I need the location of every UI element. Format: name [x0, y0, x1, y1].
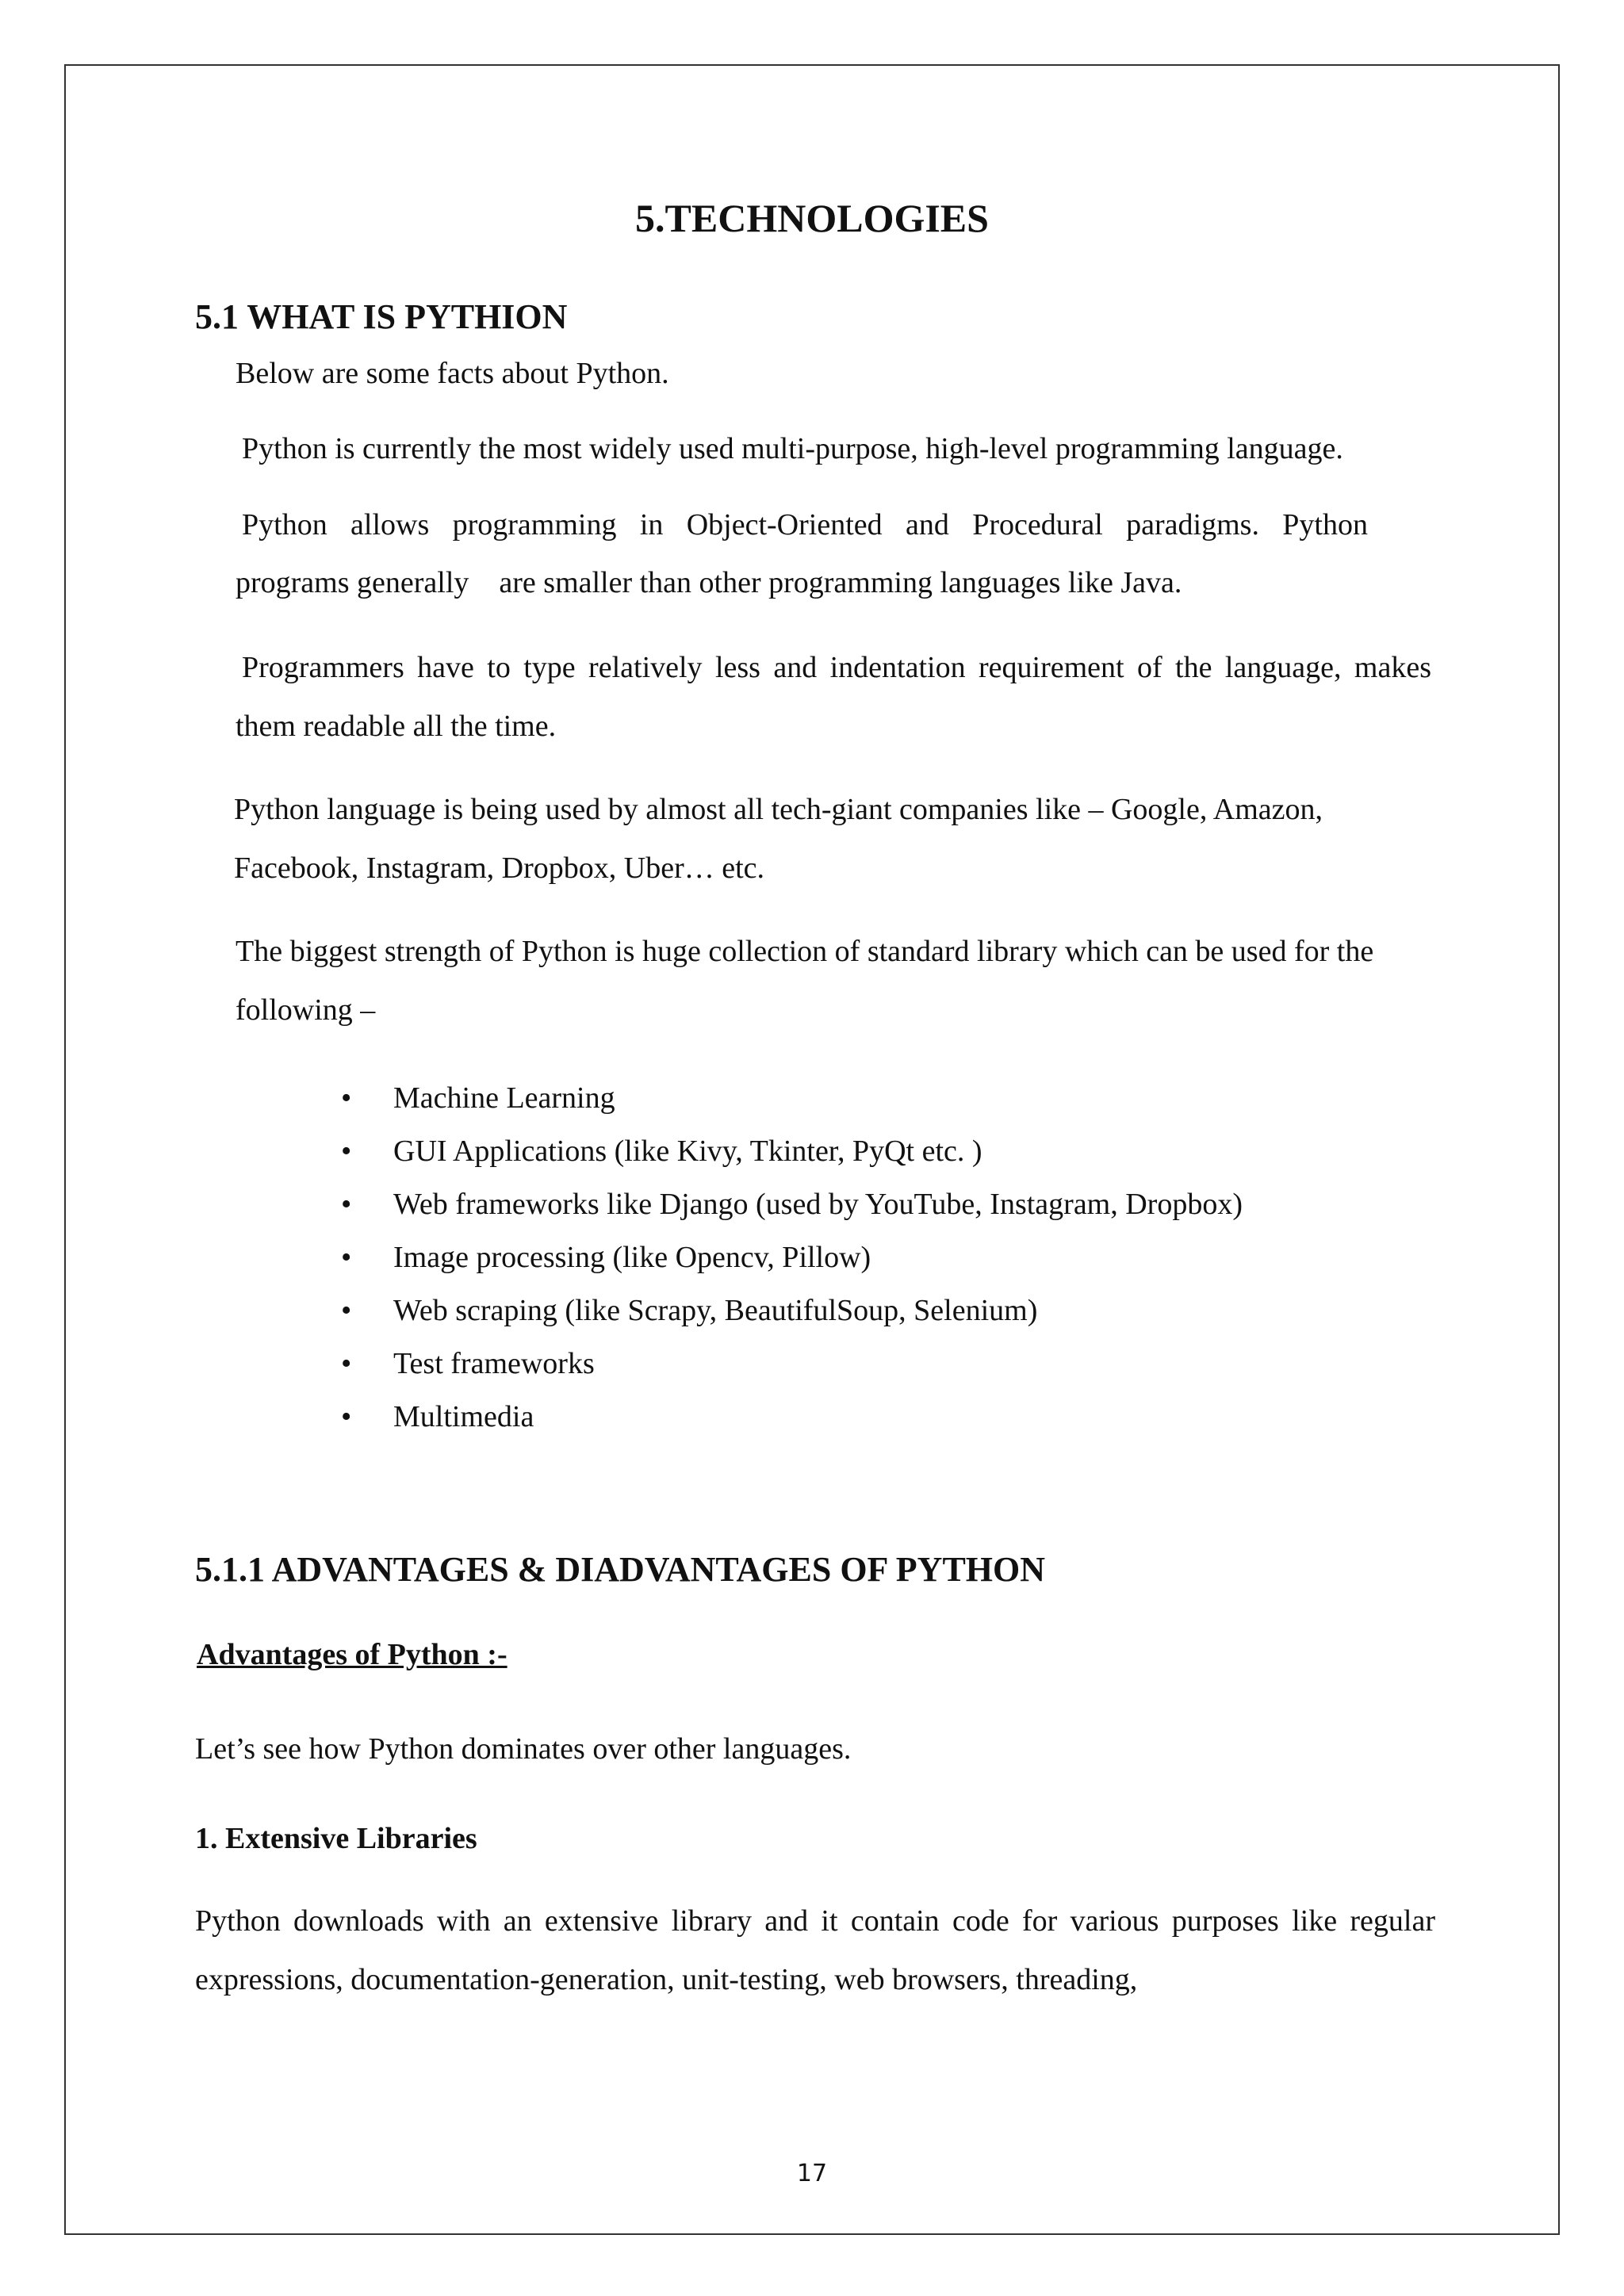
list-item: [341, 1337, 1243, 1391]
subsection-heading: 5.1.1 ADVANTAGES & DIADVANTAGES OF PYTHON: [195, 1550, 1046, 1589]
uses-list: [341, 1072, 1243, 1444]
list-item-text: Test frameworks: [393, 1347, 595, 1380]
section-heading: 5.1 WHAT IS PYTHION: [195, 297, 568, 336]
fact-widely-used: Python is currently the most widely used multi-purpose, high-level programming language.: [242, 432, 1343, 465]
list-item-text: Machine Learning: [393, 1081, 615, 1115]
advantages-intro: Let’s see how Python dominates over other languages.: [195, 1732, 852, 1766]
fact-readability: Programmers have to type relatively less and indentation requirement of the language, makes them readable all the time.: [236, 651, 1431, 743]
list-item: [341, 1178, 1243, 1231]
bullet-icon: •: [341, 1294, 352, 1327]
list-item: [341, 1231, 1243, 1284]
list-item-text: Image processing (like Opencv, Pillow): [393, 1241, 871, 1274]
list-item: [341, 1284, 1243, 1337]
bullet-icon: •: [341, 1135, 352, 1168]
list-item-text: Web scraping (like Scrapy, BeautifulSoup, Selenium): [393, 1294, 1038, 1327]
page-number: 17: [796, 2160, 828, 2187]
bullet-icon: •: [341, 1347, 352, 1380]
item1-heading: 1. Extensive Libraries: [195, 1822, 477, 1855]
fact-standard-library: The biggest strength of Python is huge collection of standard library which can be used for the following –: [236, 935, 1374, 1027]
fact-paradigms-line2: programs generally are smaller than other programming languages like Java.: [236, 566, 1182, 599]
item1-text: Python downloads with an extensive library and it contain code for various purposes like regular expressions, documentation-generation, unit-testing, web browsers, threading,: [195, 1904, 1435, 1996]
list-item-text: Multimedia: [393, 1400, 534, 1433]
fact-paradigms-line1: Python allows programming in Object-Oriented and Procedural paradigms. Python: [242, 508, 1368, 541]
intro-text: Below are some facts about Python.: [236, 357, 669, 390]
page-title: 5.TECHNOLOGIES: [635, 196, 989, 240]
list-item-text: Web frameworks like Django (used by YouTube, Instagram, Dropbox): [393, 1188, 1243, 1221]
bullet-icon: •: [341, 1241, 352, 1274]
list-item-text: GUI Applications (like Kivy, Tkinter, PyQt etc. ): [393, 1135, 982, 1168]
list-item: [341, 1391, 1243, 1444]
bullet-icon: •: [341, 1081, 352, 1115]
bullet-icon: •: [341, 1188, 352, 1221]
bullet-icon: •: [341, 1400, 352, 1433]
list-item: [341, 1125, 1243, 1178]
list-item: [341, 1072, 1243, 1125]
fact-companies: Python language is being used by almost all tech-giant companies like – Google, Amazon, Facebook, Instagram, Dropbox, Uber… etc.: [234, 793, 1323, 885]
advantages-heading: Advantages of Python :-: [197, 1638, 508, 1671]
